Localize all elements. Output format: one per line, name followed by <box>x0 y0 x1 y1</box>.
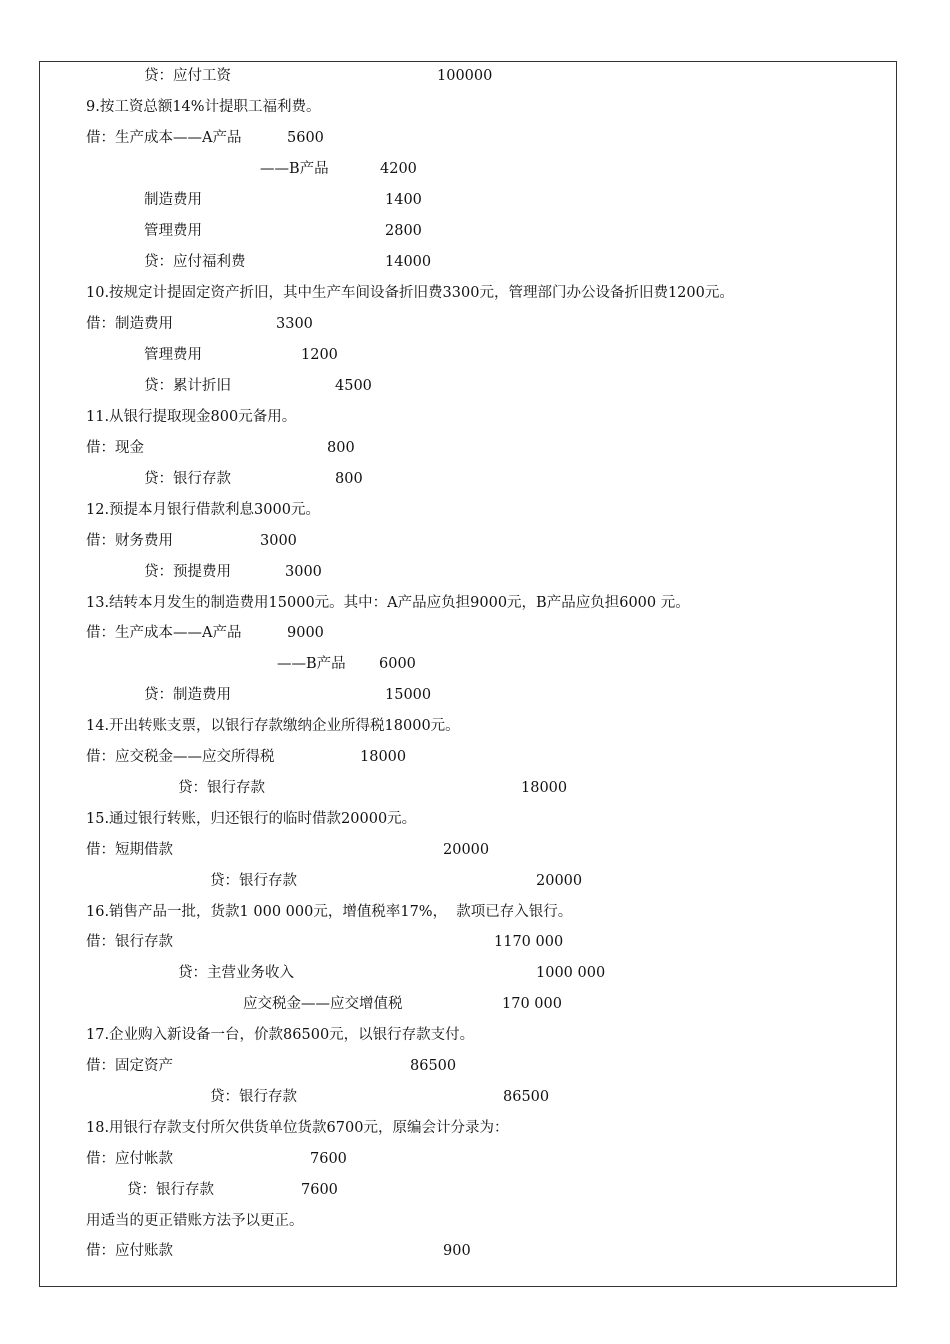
entry-amount: 86500 <box>503 1089 550 1105</box>
entry-amount: 4200 <box>380 161 417 177</box>
entry-amount: 100000 <box>437 68 493 84</box>
entry-amount: 20000 <box>443 842 490 858</box>
entry-amount: 3300 <box>276 316 313 332</box>
entry-line <box>0 1179 338 1201</box>
entry-line <box>0 1055 457 1077</box>
entry-line <box>0 993 562 1015</box>
entry-line <box>0 622 324 644</box>
entry-amount: 86500 <box>410 1058 457 1074</box>
entry-account: 贷：银行存款 <box>210 1089 297 1105</box>
entry-account: 借：应付帐款 <box>86 1151 173 1167</box>
entry-line <box>0 251 432 273</box>
entry-account: 贷：银行存款 <box>210 873 297 889</box>
question-text: 13.结转本月发生的制造费用15000元。其中：A产品应负担9000元，B产品应负担6000 元。 <box>86 595 690 611</box>
question-text: 16.销售产品一批，货款1 000 000元，增值税率17%， 款项已存入银行。 <box>86 904 573 920</box>
entry-account: 贷：主营业务收入 <box>178 965 294 981</box>
entry-account: 应交税金——应交增值税 <box>243 996 403 1012</box>
entry-account: 管理费用 <box>144 223 202 239</box>
entry-line <box>0 1240 471 1262</box>
question-line <box>0 406 297 428</box>
entry-account: 借：固定资产 <box>86 1058 173 1074</box>
entry-account: 贷：银行存款 <box>127 1182 214 1198</box>
entry-line <box>0 746 407 768</box>
entry-account: 贷：应付福利费 <box>144 254 246 270</box>
entry-amount: 18000 <box>360 749 407 765</box>
entry-account: 借：银行存款 <box>86 934 173 950</box>
entry-line <box>0 468 363 490</box>
entry-line <box>0 962 606 984</box>
question-text: 用适当的更正错账方法予以更正。 <box>86 1213 304 1229</box>
entry-line <box>0 1148 347 1170</box>
question-line <box>0 808 417 830</box>
entry-amount: 9000 <box>287 625 324 641</box>
entry-amount: 1400 <box>385 192 422 208</box>
entry-line <box>0 437 355 459</box>
entry-amount: 900 <box>443 1243 471 1259</box>
entry-amount: 14000 <box>385 254 432 270</box>
entry-account: 贷：制造费用 <box>144 687 231 703</box>
entry-amount: 18000 <box>521 780 568 796</box>
entry-amount: 800 <box>335 471 363 487</box>
question-text: 18.用银行存款支付所欠供货单位货款6700元，原编会计分录为： <box>86 1120 509 1136</box>
entry-account: ——B产品 <box>277 656 346 672</box>
question-line <box>0 715 460 737</box>
entry-line <box>0 220 422 242</box>
entry-line <box>0 344 338 366</box>
question-text: 10.按规定计提固定资产折旧，其中生产车间设备折旧费3300元，管理部门办公设备折旧费1200元。 <box>86 285 734 301</box>
entry-account: 贷：应付工资 <box>144 68 231 84</box>
entry-line <box>0 158 417 180</box>
entry-amount: 7600 <box>301 1182 338 1198</box>
entry-line <box>0 375 372 397</box>
question-text: 12.预提本月银行借款利息3000元。 <box>86 502 320 518</box>
entry-amount: 6000 <box>379 656 416 672</box>
entry-account: 借：生产成本——A产品 <box>86 130 242 146</box>
entry-amount: 1000 000 <box>536 965 606 981</box>
question-text: 11.从银行提取现金800元备用。 <box>86 409 297 425</box>
question-line <box>0 282 734 304</box>
entry-account: 贷：银行存款 <box>144 471 231 487</box>
entry-amount: 1200 <box>301 347 338 363</box>
question-line <box>0 901 573 923</box>
entry-line <box>0 65 493 87</box>
entry-line <box>0 684 432 706</box>
entry-account: 贷：银行存款 <box>178 780 265 796</box>
entry-line <box>0 561 322 583</box>
entry-account: 管理费用 <box>144 347 202 363</box>
entry-amount: 170 000 <box>502 996 562 1012</box>
entry-line <box>0 1086 550 1108</box>
entry-amount: 15000 <box>385 687 432 703</box>
entry-account: 借：现金 <box>86 440 144 456</box>
entry-line <box>0 189 422 211</box>
entry-amount: 3000 <box>285 564 322 580</box>
question-text: 17.企业购入新设备一台，价款86500元，以银行存款支付。 <box>86 1027 475 1043</box>
entry-account: 贷：预提费用 <box>144 564 231 580</box>
question-text: 14.开出转账支票，以银行存款缴纳企业所得税18000元。 <box>86 718 460 734</box>
entry-line <box>0 931 564 953</box>
question-text: 15.通过银行转账，归还银行的临时借款20000元。 <box>86 811 417 827</box>
entry-account: 借：生产成本——A产品 <box>86 625 242 641</box>
entry-amount: 1170 000 <box>494 934 564 950</box>
entry-line <box>0 839 490 861</box>
question-line <box>0 592 690 614</box>
entry-account: ——B产品 <box>260 161 329 177</box>
entry-amount: 4500 <box>335 378 372 394</box>
entry-account: 借：应付账款 <box>86 1243 173 1259</box>
entry-line <box>0 530 297 552</box>
entry-amount: 20000 <box>536 873 583 889</box>
question-line <box>0 1024 475 1046</box>
question-line <box>0 1210 304 1232</box>
entry-line <box>0 127 324 149</box>
question-line <box>0 499 320 521</box>
entry-amount: 2800 <box>385 223 422 239</box>
entry-account: 借：制造费用 <box>86 316 173 332</box>
question-text: 9.按工资总额14%计提职工福利费。 <box>86 99 321 115</box>
page-frame <box>39 61 897 1287</box>
entry-account: 借：短期借款 <box>86 842 173 858</box>
entry-amount: 5600 <box>287 130 324 146</box>
entry-line <box>0 777 568 799</box>
entry-account: 制造费用 <box>144 192 202 208</box>
question-line <box>0 96 321 118</box>
entry-account: 贷：累计折旧 <box>144 378 231 394</box>
entry-line <box>0 653 416 675</box>
entry-line <box>0 313 313 335</box>
entry-amount: 7600 <box>310 1151 347 1167</box>
entry-account: 借：应交税金——应交所得税 <box>86 749 275 765</box>
entry-account: 借：财务费用 <box>86 533 173 549</box>
question-line <box>0 1117 509 1139</box>
entry-amount: 3000 <box>260 533 297 549</box>
entry-line <box>0 870 583 892</box>
entry-amount: 800 <box>327 440 355 456</box>
